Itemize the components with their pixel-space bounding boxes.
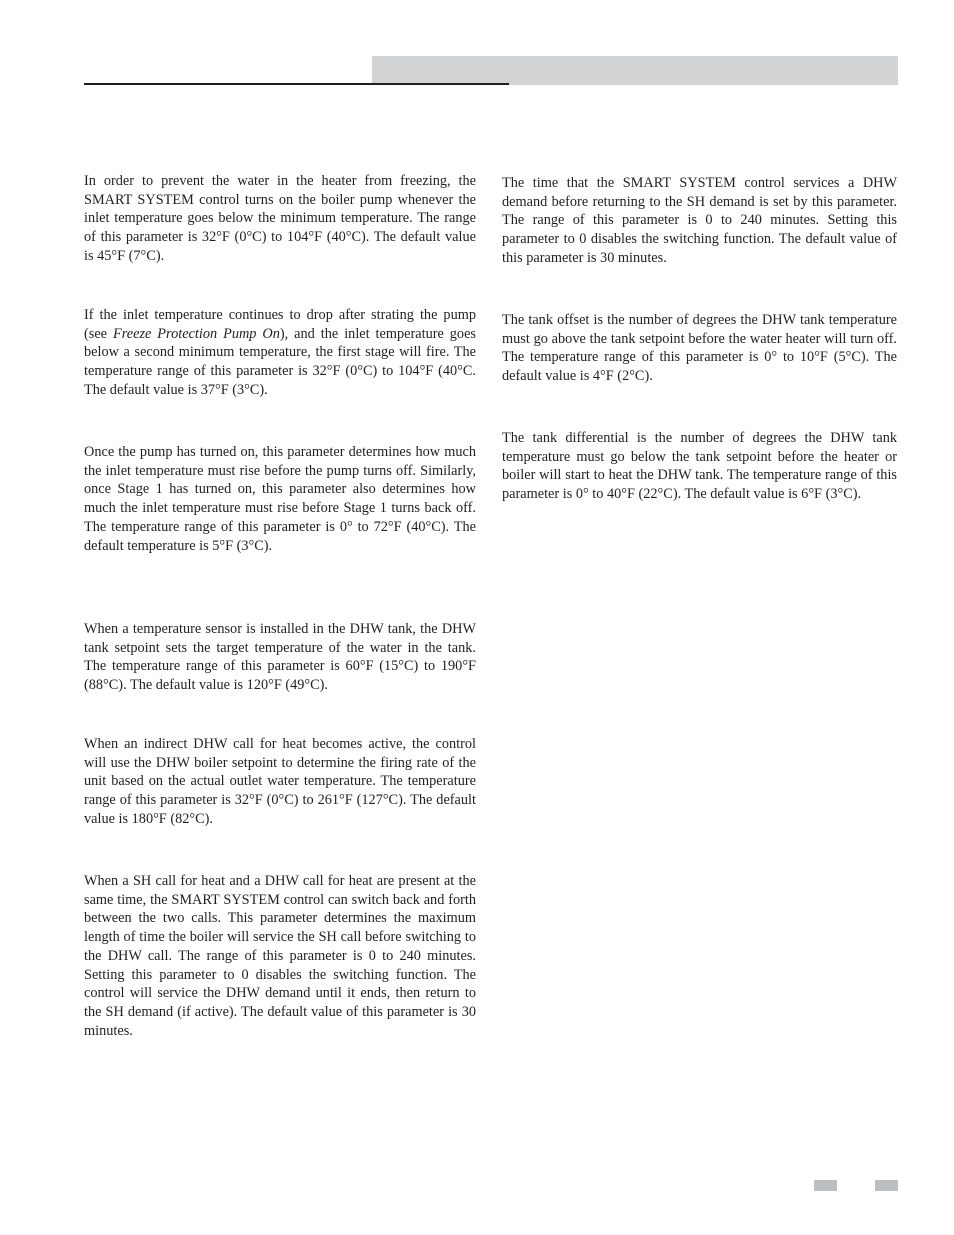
- tank-differential-text: The tank differential is the number of degrees the DHW tank temperature must go below the tank setpoint before the heater or boiler will start to heat the DHW tank. The temperature range of this parameter is 0° to 40°F (22°C). The default value is 6°F (3°C).: [502, 430, 897, 503]
- freeze-pump-on-reference: Freeze Protection Pump On: [112, 325, 280, 342]
- freeze-protection-stage-on-text: [84, 306, 476, 400]
- freeze-protection-differential-text: Once the pump has turned on, this parameter determines how much the inlet temperature must rise before the pump turns off. Similarly, once Stage 1 has turned on, this parameter also determines how much the inlet temperature must rise before Stage 1 turns back off. The temperature range of this parameter is 0° to 72°F (40°C). The default temperature is 5°F (3°C).: [84, 444, 476, 554]
- header-bar: [372, 56, 898, 85]
- sh-dhw-switch-time-text: When a SH call for heat and a DHW call for heat are present at the same time, the SMART SYSTEM control can switch back and forth between the two calls. This parameter determines the maximum length of time the boiler will service the SH call before switching to the DHW call. The range of this parameter is 0 to 240 minutes. Setting this parameter to 0 disables the switching function. The control will service the DHW demand until it ends, then return to the SH demand (if active). The default value of this parameter is 30 minutes.: [84, 873, 476, 1039]
- tank-offset-text: The tank offset is the number of degrees the DHW tank temperature must go above the tank setpoint before the water heater will turn off. The temperature range of this parameter is 0° to 10°F (5°C). The default value is 4°F (2°C).: [502, 312, 897, 385]
- dhw-sh-switch-time-text: The time that the SMART SYSTEM control services a DHW demand before returning to the SH demand is set by this parameter. The range of this parameter is 0 to 240 minutes. Setting this parameter to 0 disables the switching function. The default value of this parameter is 30 minutes.: [502, 175, 897, 266]
- freeze-stage-text-end: ), and the inlet temperature goes below a second minimum temperature, the first stage will fire. The temperature range of this parameter is 32°F (0°C) to 104°F (40°C. The default value is 37°F (3°C).: [84, 325, 476, 398]
- footer-block-left: [814, 1180, 837, 1191]
- dhw-tank-setpoint-text: When a temperature sensor is installed in the DHW tank, the DHW tank setpoint sets the target temperature of the water in the tank. The temperature range of this parameter is 60°F (15°C) to 190°F (88°C). The default value is 120°F (49°C).: [84, 621, 476, 694]
- header-rule: [84, 83, 509, 85]
- freeze-protection-pump-on-text: In order to prevent the water in the heater from freezing, the SMART SYSTEM control turns on the boiler pump whenever the inlet temperature goes below the minimum temperature. The range of this parameter is 32°F (0°C) to 104°F (40°C). The default value is 45°F (7°C).: [84, 173, 476, 264]
- freeze-stage-text-start: If the inlet temperature continues to drop after strating the pump (see: [84, 307, 476, 342]
- dhw-boiler-setpoint-text: When an indirect DHW call for heat becomes active, the control will use the DHW boiler setpoint to determine the firing rate of the unit based on the actual outlet water temperature. The temperature range of this parameter is 32°F (0°C) to 261°F (127°C). The default value is 180°F (82°C).: [84, 736, 476, 827]
- footer-block-right: [875, 1180, 898, 1191]
